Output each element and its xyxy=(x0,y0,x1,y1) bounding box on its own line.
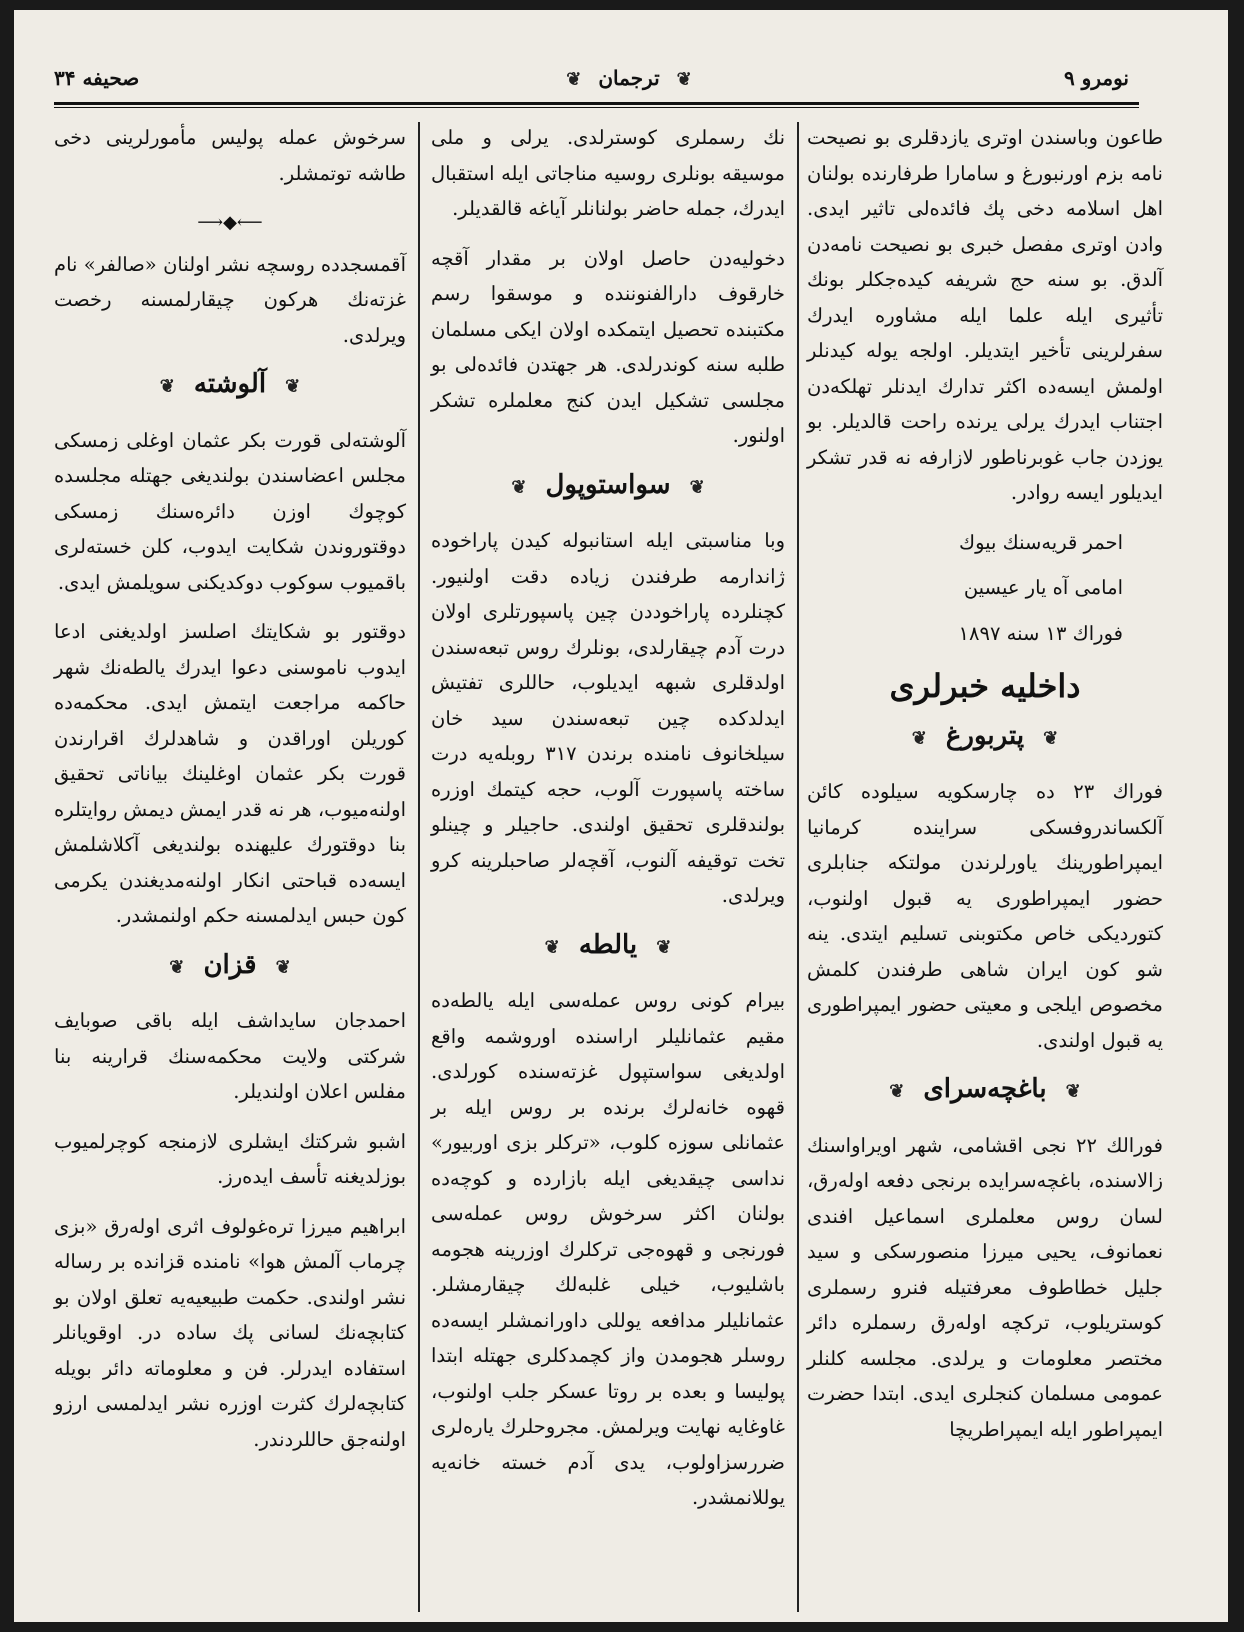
section-title-yalta xyxy=(431,928,785,966)
ornament-icon: ❦ xyxy=(911,727,927,749)
section-title-bakhchisaray xyxy=(807,1072,1163,1110)
section-title-alushta xyxy=(54,367,406,405)
separator-ornament: ⟵◆⟶ xyxy=(197,212,263,233)
ornament-icon: ❦ xyxy=(566,69,582,90)
article-paragraph: طاعون وباسندن اوتری یازدقلری بو نصیحت نامه بزم اورنبورغ و سامارا طرفارنده بولنان اهل اسلامه دخی پك فائدەلی تاثیر ایدی. وادن اوتری مفصل خبری بو نصیحت نامەدن آلدق. بو سنه حج شریفه کیدەجکلر بونك تأثیری ایله علما ایله مشاوره ایدرك سفرلرینی تأخیر ایتدیلر. اولجه یوله کیدنلر اولمش ایسەده اکثر تدارك ایدنلر تهلکەدن اجتناب ایدرك یرلی یرنده راحت قالدیلر. بو یوزدن جاب غوبرناطور لازارفه نه قدر تشکر ایدیلور ایسه روادر. xyxy=(807,126,1163,504)
ornament-icon: ❦ xyxy=(511,476,527,498)
ornament-icon: ❦ xyxy=(285,376,301,397)
column-divider xyxy=(797,122,799,1612)
ornament-icon: ❦ xyxy=(1043,727,1059,749)
article-paragraph: وبا مناسبتی ایله استانبوله کیدن پاراخوده ژاندارمه طرفندن زیاده دقت اولنیور. کچنلرده پاراخوددن چین پاسپورتلری اولان درت آدم چیقارلدی، بونلرك روس تبعەسندن اولدقلری شبهه ایدیلوب، حاللری تفتیش ایدلدکده چین تبعەسندن سید خان سیلخانوف نامنده برندن ۳۱۷ روبلەیه درت ساخته پاسپورت آلوب، حجه کیتمك اوزره بولندقلری تحقیق اولندی. حاجیلر و چینلو تخت توقیفه آلنوب، آقچەلر صاحبلرینه کرو ویرلدی. xyxy=(431,529,785,907)
section-title-text: سواستوپول xyxy=(545,469,671,500)
column-divider xyxy=(418,122,420,1612)
signature-line: امامی آه یار عیسین xyxy=(963,576,1123,599)
page-number: صحیفه ۳۴ xyxy=(54,66,140,90)
article-paragraph: اشبو شرکتك ایشلری لازمنجه کوچرلمیوب بوزلدیغنه تأسف ایدەرز. xyxy=(54,1129,406,1188)
section-heading: داخلیه خبرلری xyxy=(889,667,1081,705)
section-title-text: قزان xyxy=(203,949,257,980)
section-title-text: یالطه xyxy=(578,929,638,960)
section-title-sevastopol xyxy=(431,468,785,506)
ornament-icon: ❦ xyxy=(676,69,692,90)
column-right xyxy=(807,120,1163,1461)
ornament-icon: ❦ xyxy=(656,936,672,958)
article-paragraph: آقمسجدده روسچه نشر اولنان «صالفر» نام غزتەنك هرکون چیقارلمسنه رخصت ویرلدی. xyxy=(54,252,406,347)
ornament-icon: ❦ xyxy=(689,476,705,498)
ornament-icon: ❦ xyxy=(544,936,560,958)
ornament-icon: ❦ xyxy=(889,1081,905,1102)
article-paragraph: فورالك ۲۲ نجی اقشامی، شهر اویراواسنك زالاسنده، باغچەسرایده برنجی دفعه اولەرق، لسان روس معلملری اسماعیل افندی نعمانوف، یحیی میرزا منصورسکی و سید جلیل خطاطوف معرفتیله فنرو رسملری کوستریلوب، ترکچه اولەرق رسملره دائر مختصر معلومات و یرلدی. مجلسه کلنلر عمومی مسلمان کنجلری ایدی. ابتدا حضرت ایمپراطور ایله ایمپراطریچا xyxy=(807,1133,1163,1441)
column-middle xyxy=(431,120,785,1530)
section-title-petersburg xyxy=(807,719,1163,757)
newspaper-page xyxy=(14,10,1228,1622)
ornament-icon: ❦ xyxy=(1065,1081,1081,1102)
article-paragraph: دخولیەدن حاصل اولان بر مقدار آقچه خارقوف دارالفنوننده و موسقوا رسم مکتبنده تحصیل ایتمکده اولان ایکی مسلمان طلبه سنه کوندرلدی. هر جهتدن فائدەلی بو مجلسی تشکیل ایدن کنج معلملره تشکر اولنور. xyxy=(431,246,785,447)
header-rule xyxy=(54,102,1139,105)
masthead-title-text: ترجمان xyxy=(598,66,660,90)
article-paragraph: ابراهیم میرزا ترەغولوف اثری اولەرق «بزی چرماب آلمش هوا» نامنده قزانده بر رساله نشر اولندی. حکمت طبیعیەیه تعلق اولان بو کتابچەنك لسانی پك ساده در. اوقویانلر استفاده ایدرلر. فن و معلوماته دائر بویله کتابچەلرك کثرت اوزره نشر ایدلمسی ارزو اولنەجق حاللردندر. xyxy=(54,1214,406,1451)
section-title-text: باغچەسرای xyxy=(923,1074,1047,1104)
header-rule-thin xyxy=(54,107,1139,108)
ornament-icon: ❦ xyxy=(159,376,175,397)
masthead-title xyxy=(514,66,744,90)
section-title-text: آلوشته xyxy=(193,369,267,399)
signature-line: احمر قریەسنك بیوك xyxy=(959,530,1123,554)
article-paragraph: احمدجان سایداشف ایله باقی صوبایف شرکتی ولایت محکمەسنك قرارینه بنا مفلس اعلان اولندیلر. xyxy=(54,1009,406,1103)
article-paragraph: بیرام کونی روس عملەسی ایله یالطەده مقیم عثمانلیلر اراسنده اوروشمه واقع اولدیغی سواستپول غزتەسنده کورلدی. قهوه خانەلرك برنده بر روس ایله بر عثمانلی سوزه کلوب، «ترکلر بزی اوربیور» نداسی چیقدیغی ایله بازارده و کوچەده بولنان اکثر سرخوش روس عملەسی فورنجی و قهوەجی ترکلرك اوزرینه هجومه باشلیوب، خیلی غلبەلك چیقارمشلر. عثمانلیلر مدافعه یوللی داورانمشلر ایسەده روسلر هجومدن واز کچمدکلری جهتله ابتدا پولیسا و بعده بر روتا عسکر جلب اولنوب، غاوغایه نهایت ویرلمش. مجروحلرك یارەلری ضررسزاولوب، یدی آدم خسته خانەیه یوللانمشدر. xyxy=(431,989,785,1509)
section-title-text: پتربورغ xyxy=(945,720,1025,751)
section-title-kazan xyxy=(54,948,406,986)
ornament-icon: ❦ xyxy=(275,956,291,978)
column-left xyxy=(54,120,406,1471)
article-paragraph: نك رسملری کوسترلدی. یرلی و ملی موسیقه بونلری روسیه مناجاتی ایله استقبال ایدرك، جمله حاضر بولنانلر آیاغه قالقدیلر. xyxy=(431,126,785,220)
article-paragraph: فوراك ۲۳ ده چارسکویه سیلوده کائن آلکساندروفسکی سرایندە کرمانیا ایمپراطورینك یاورلرندن مولتکه جنابلری حضور ایمپراطوری یه قبول اولنوب، کتوردیکی خاص مکتوبنی تسلیم ایتدی. ینه شو کون ایران شاهی طرفندن کلمش مخصوص ایلجی و معیتی حضور ایمپراطوری یه قبول اولندی. xyxy=(807,780,1163,1052)
signature-line: فوراك ۱۳ سنه ۱۸۹۷ xyxy=(958,621,1123,645)
article-paragraph: دوقتور بو شکایتك اصلسز اولدیغنی ادعا ایدوب ناموسنی دعوا ایدرك یالطەنك شهر حاکمه مراجعت ایتمش ایدی. محکمەده کوریلن اوراقدن و شاهدلرك اقرارندن قورت بکر عثمان اوغلینك بیاناتی تحقیق اولنەمیوب، هر نه قدر ایمش دیمش روایتلره بنا دوقتورك علیهنده بولندیغی آکلاشلمش ایسەده قباحتی انکار اولنەمدیغندن یکرمی کون حبس ایدلمسنه حکم اولنمشدر. xyxy=(54,620,406,927)
article-paragraph: آلوشتەلی قورت بکر عثمان اوغلی زمسکی مجلس اعضاسندن بولندیغی جهتله مجلسده کوچوك اوزن دائرەسنك زمسکی دوقتوروندن شکایت ایدوب، کلن خستەلری باقمیوب سوکوب دوکدیکنی سویلمش ایدی. xyxy=(54,428,406,594)
article-paragraph: سرخوش عمله پولیس مأمورلرینی دخی طاشه توتمشلر. xyxy=(54,126,406,185)
issue-number: نومرو ۹ xyxy=(1063,66,1129,90)
ornament-icon: ❦ xyxy=(169,956,185,978)
